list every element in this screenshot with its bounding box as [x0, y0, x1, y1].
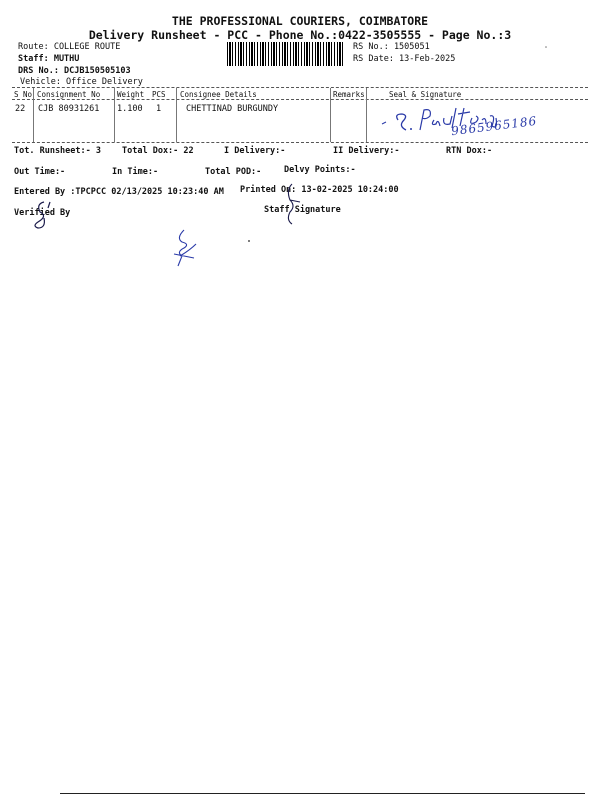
- col-divider: [176, 88, 177, 142]
- i-delivery: I Delivery:-: [224, 146, 286, 156]
- col-header-weight: Weight: [117, 90, 145, 99]
- receiver-phone-handwritten: 9865965186: [450, 113, 538, 139]
- out-time: Out Time:-: [14, 167, 66, 177]
- route-text: Route: COLLEGE ROUTE: [18, 42, 121, 52]
- table-top-rule: [12, 87, 588, 88]
- company-title: THE PROFESSIONAL COURIERS, COIMBATORE: [171, 14, 429, 28]
- col-divider: [33, 88, 34, 142]
- col-header-remarks: Remarks: [333, 90, 365, 99]
- in-time: In Time:-: [112, 167, 159, 177]
- col-header-sno: S No: [14, 90, 33, 99]
- col-header-pcs: PCS: [152, 90, 166, 99]
- entered-by: Entered By :TPCPCC 02/13/2025 10:23:40 AM: [14, 187, 224, 197]
- printed-on: Printed On: 13-02-2025 10:24:00: [240, 185, 399, 195]
- rs-number: RS No.: 1505051: [353, 42, 430, 52]
- drs-number: DRS No.: DCJB150505103: [18, 66, 131, 76]
- verified-by-label: Verified By: [14, 208, 71, 218]
- col-header-consignment: Consignment No: [37, 90, 101, 99]
- col-divider: [114, 88, 115, 142]
- delvy-points: Delvy Points:-: [284, 165, 356, 175]
- total-runsheet: Tot. Runsheet:- 3: [14, 146, 101, 156]
- total-pod: Total POD:-: [205, 167, 262, 177]
- row-consignee: CHETTINAD BURGUNDY: [186, 104, 279, 114]
- row-weight: 1.100: [117, 104, 143, 114]
- ii-delivery: II Delivery:-: [333, 146, 400, 156]
- row-pcs: 1: [156, 104, 162, 114]
- ink-dot: [543, 44, 549, 50]
- verifier-signature: [168, 226, 202, 270]
- row-sno: 22: [15, 104, 26, 114]
- staff-signature-label: Staff Signature: [264, 205, 341, 215]
- row-consignment: CJB 80931261: [38, 104, 100, 114]
- total-dox: Total Dox:- 22: [122, 146, 194, 156]
- col-divider: [330, 88, 331, 142]
- rs-date: RS Date: 13-Feb-2025: [353, 54, 456, 64]
- col-header-seal-signature: Seal & Signature: [389, 90, 462, 99]
- staff-signature-mark: [282, 180, 304, 228]
- table-header-rule: [12, 99, 588, 100]
- staff-text: Staff: MUTHU: [18, 54, 80, 64]
- col-header-consignee: Consignee Details: [180, 90, 257, 99]
- rtn-dox: RTN Dox:-: [446, 146, 493, 156]
- ink-dot: [246, 238, 252, 244]
- page-bottom-edge: [60, 793, 585, 794]
- barcode: [227, 42, 345, 66]
- col-divider: [366, 88, 367, 142]
- vehicle-text: Vehicle: Office Delivery: [20, 77, 143, 87]
- runsheet-title: Delivery Runsheet - PCC - Phone No.:0422-3505555 - Page No.:3: [88, 28, 512, 42]
- verifier-initial-mark: [28, 198, 58, 234]
